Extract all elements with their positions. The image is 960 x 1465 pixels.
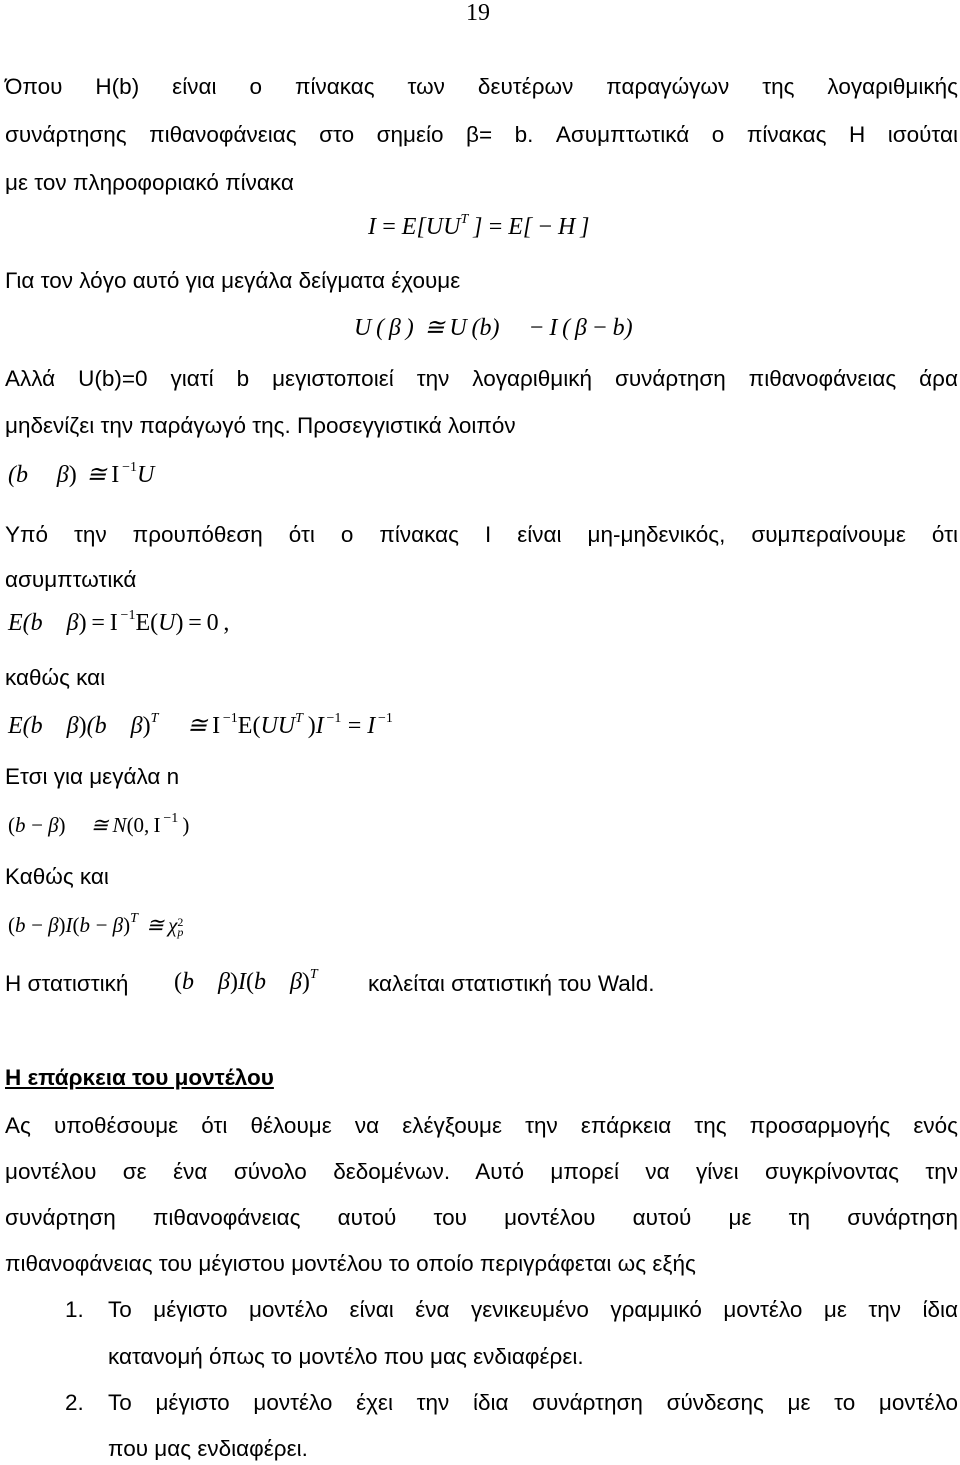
assume-line-1: Υπό την προυπόθεση ότι ο πίνακας I είναι μη-μηδενικός, συμπεραίνουμε ότι	[5, 522, 958, 547]
but-line-2: μηδενίζει την παράγωγό της. Προσεγγιστικά λοιπόν	[5, 413, 516, 438]
as-well-text-2: Καθώς και	[5, 864, 109, 889]
list-item-line: κατανομή όπως το μοντέλο που μας ενδιαφέρει.	[108, 1344, 584, 1369]
large-n-text: Ετσι για μεγάλα n	[5, 764, 180, 789]
equation-information-matrix: $I = E[UU^T$ ] = E[ − H ]	[368, 212, 590, 240]
equation-score-approximation: U ( β ) ≅ U (b) − I ( β − b)	[354, 315, 633, 341]
intro-line-2: συνάρτησης πιθανοφάνειας στο σημείο β= b. Ασυμπτωτικά ο πίνακας Η ισούται	[5, 122, 958, 147]
section-heading: Η επάρκεια του μοντέλου	[5, 1065, 274, 1090]
but-line-1: Αλλά U(b)=0 γιατί b μεγιστοποιεί την λογαριθμική συνάρτηση πιθανοφάνειας άρα	[5, 366, 958, 391]
list-item-line: Το μέγιστο μοντέλο έχει την ίδια συνάρτηση σύνδεσης με το μοντέλο	[108, 1390, 958, 1415]
equation-expectation-zero: E(b β) = I $^{-1}$E(U) = 0 ,	[8, 608, 230, 636]
wald-statistic: (b β)I(b β)$^T$	[174, 967, 318, 995]
equation-covariance: E(b β)(b β)$^T$ ≅ I $^{-1}E(UU^T$ )I $^{-1}$ = I $^{-1}$	[8, 711, 393, 739]
intro-line-1: Όπου H(b) είναι ο πίνακας των δευτέρων παραγώγων της λογαριθμικής	[5, 74, 958, 99]
list-item-line: που μας ενδιαφέρει.	[108, 1436, 308, 1461]
wald-prefix: Η στατιστική	[5, 971, 129, 996]
section-line-1: Ας υποθέσουμε ότι θέλουμε να ελέγξουμε την επάρκεια της προσαρμογής ενός	[5, 1113, 958, 1138]
equation-chi-square: $(b - \beta)I(b - \beta)^T$ ≅ χ 2 p	[8, 911, 184, 940]
text-large-samples: Για τον λόγο αυτό για μεγάλα δείγματα έχουμε	[5, 268, 461, 293]
as-well-text-1: καθώς και	[5, 665, 106, 690]
section-line-2: μοντέλου σε ένα σύνολο δεδομένων. Αυτό μπορεί να γίνει συγκρίνοντας την	[5, 1159, 958, 1184]
wald-suffix: καλείται στατιστική του Wald.	[368, 971, 655, 996]
intro-line-3: με τον πληροφοριακό πίνακα	[5, 170, 294, 195]
section-line-4: πιθανοφάνειας του μέγιστου μοντέλου το οποίο περιγράφεται ως εξής	[5, 1251, 696, 1276]
equation-normal-distribution: (b − β) ≅ N(0, I $^{-1}$ )	[8, 811, 190, 837]
page-number: 19	[466, 0, 490, 26]
list-item-number: 2.	[65, 1390, 84, 1415]
assume-line-2: ασυμπτωτικά	[5, 567, 137, 592]
equation-estimator-difference: (b β) ≅ I $^{-1}$U	[8, 460, 155, 488]
list-item-number: 1.	[65, 1297, 84, 1322]
section-line-3: συνάρτηση πιθανοφάνειας αυτού του μοντέλου αυτού με τη συνάρτηση	[5, 1205, 958, 1230]
list-item-line: Το μέγιστο μοντέλο είναι ένα γενικευμένο γραμμικό μοντέλο με την ίδια	[108, 1297, 958, 1322]
